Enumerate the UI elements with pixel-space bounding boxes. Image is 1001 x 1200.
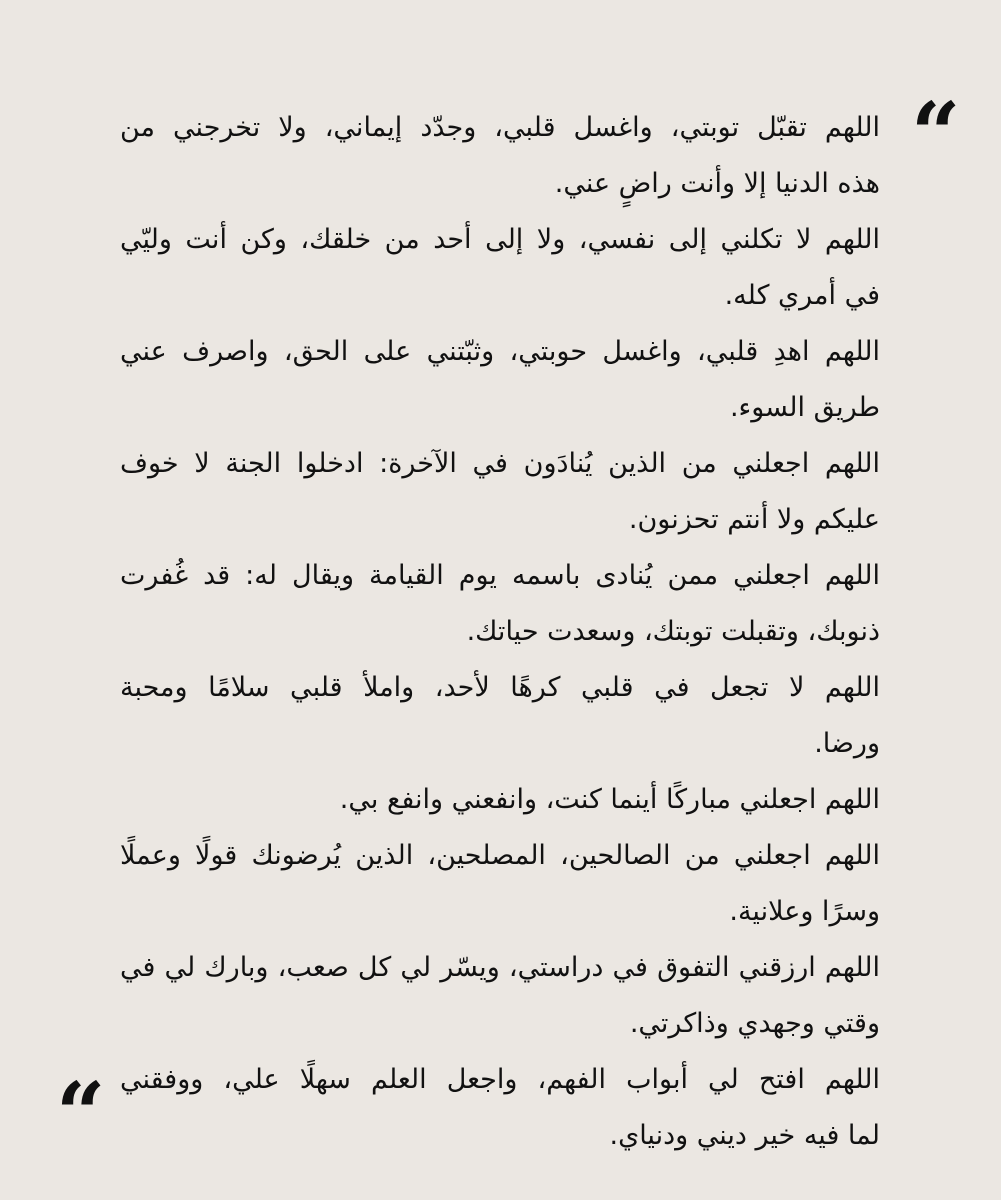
dua-line: طريق السوء. [729,392,880,423]
dua-line: اللهم تقبّل توبتي، واغسل قلبي، وجدّد إيماني، ولا تخرجني من [120,112,880,143]
dua-line: اللهم اهدِ قلبي، واغسل حوبتي، وثبّتني على الحق، واصرف عني [120,336,880,367]
dua-line: اللهم اجعلني من الذين يُنادَون في الآخرة: ادخلوا الجنة لا خوف [120,448,880,479]
dua-line: ورضا. [814,728,880,759]
dua-line: اللهم افتح لي أبواب الفهم، واجعل العلم سهلًا علي، ووفقني [120,1064,880,1095]
dua-text-block [120,100,880,1164]
closing-quote-mark: “ [56,1064,106,1165]
dua-line: اللهم ارزقني التفوق في دراستي، ويسّر لي كل صعب، وبارك لي في [120,952,880,983]
dua-line: هذه الدنيا إلا وأنت راضٍ عني. [554,168,880,199]
dua-line: في أمري كله. [724,280,880,311]
dua-line: اللهم لا تجعل في قلبي كرهًا لأحد، واملأ قلبي سلامًا ومحبة [120,672,880,703]
opening-quote-mark: “ [911,84,961,185]
dua-line: اللهم اجعلني ممن يُنادى باسمه يوم القيامة ويقال له: قد غُفرت [120,560,880,591]
dua-line: اللهم اجعلني من الصالحين، المصلحين، الذين يُرضونك قولًا وعملًا [120,840,880,871]
dua-line: اللهم اجعلني مباركًا أينما كنت، وانفعني وانفع بي. [339,784,880,815]
dua-line: وقتي وجهدي وذاكرتي. [629,1008,880,1039]
dua-line: عليكم ولا أنتم تحزنون. [628,504,880,535]
dua-line: اللهم لا تكلني إلى نفسي، ولا إلى أحد من خلقك، وكن أنت وليّي [120,224,880,255]
dua-line: لما فيه خير ديني ودنياي. [609,1120,880,1151]
dua-line: ذنوبك، وتقبلت توبتك، وسعدت حياتك. [466,616,880,647]
dua-line: وسرًا وعلانية. [729,896,880,927]
